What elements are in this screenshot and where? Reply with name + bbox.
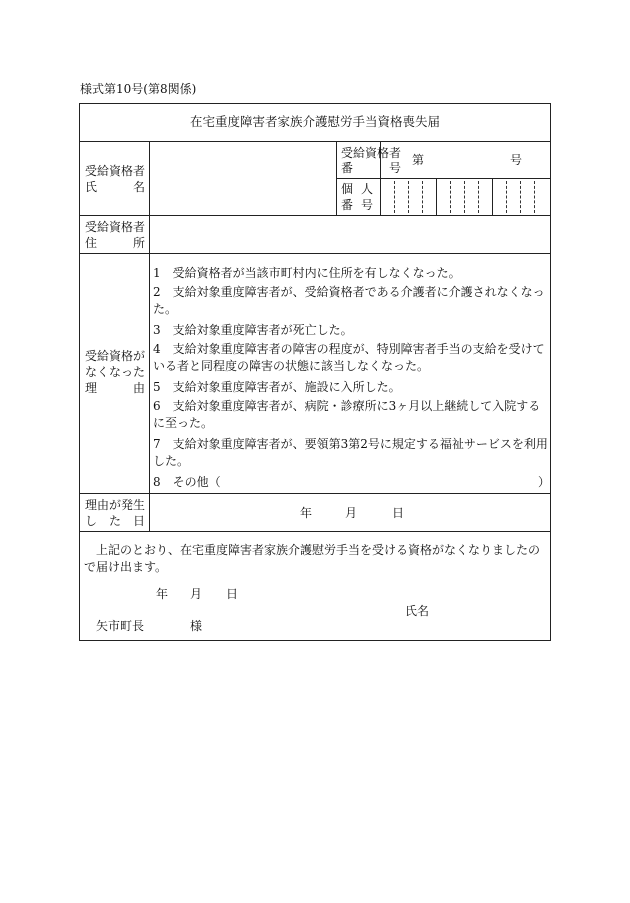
rule-number-split bbox=[336, 178, 551, 179]
label-recipient-address: 受給資格者 bbox=[85, 220, 146, 234]
label-char: 由 bbox=[132, 381, 145, 395]
reason-item-6: 6 支給対象重度障害者が、病院・診療所に3ヶ月以上継続して入院するに至った。 bbox=[153, 399, 541, 430]
digit-divider bbox=[506, 181, 507, 213]
number-go: 号 bbox=[510, 153, 523, 167]
label-date-occurred-2: し た 日 bbox=[85, 514, 146, 528]
label-personal-number-2 bbox=[341, 197, 373, 213]
label-char: 号 bbox=[360, 198, 373, 212]
digit-divider bbox=[450, 181, 451, 213]
reason-item-5: 5 支給対象重度障害者が、施設に入所した。 bbox=[153, 380, 401, 394]
label-char: 理 bbox=[85, 381, 98, 395]
digit-divider bbox=[478, 181, 479, 213]
label-char: 所 bbox=[132, 236, 145, 250]
rule-date-bottom bbox=[79, 531, 551, 532]
label-recipient-name: 受給資格者 bbox=[85, 164, 146, 178]
label-char: 個 bbox=[341, 182, 354, 196]
reason-item-7: 7 支給対象重度障害者が、要領第3第2号に規定する福祉サービスを利用した。 bbox=[153, 437, 548, 468]
label-recipient-name-2 bbox=[85, 179, 145, 195]
digit-divider bbox=[520, 181, 521, 213]
footer-sama: 様 bbox=[190, 619, 203, 633]
label-personal-number bbox=[341, 181, 373, 197]
reason-item-2: 2 支給対象重度障害者が、受給資格者である介護者に介護されなくなった。 bbox=[153, 285, 545, 316]
label-recipient-number: 受給資格者 bbox=[341, 146, 402, 160]
form-title: 在宅重度障害者家族介護慰労手当資格喪失届 bbox=[189, 114, 440, 129]
label-date-occurred: 理由が発生 bbox=[85, 498, 146, 512]
digit-divider bbox=[408, 181, 409, 213]
label-recipient-number-2 bbox=[341, 160, 401, 176]
label-char: 氏 bbox=[85, 180, 98, 194]
digit-divider bbox=[464, 181, 465, 213]
label-char: 人 bbox=[360, 182, 373, 196]
date-day: 日 bbox=[392, 506, 405, 520]
label-lost-reason-3 bbox=[85, 380, 145, 396]
reason-item-4: 4 支給対象重度障害者の障害の程度が、特別障害者手当の支給を受けている者と同程度の障害の状態に該当しなくなった。 bbox=[153, 342, 545, 373]
label-char: 住 bbox=[85, 236, 98, 250]
rule-label-column bbox=[149, 141, 150, 531]
rule-digit-group-2 bbox=[492, 178, 493, 215]
label-char: 号 bbox=[388, 161, 401, 175]
form-number: 様式第10号(第8関係) bbox=[80, 82, 197, 96]
date-year: 年 bbox=[300, 506, 313, 520]
label-char: 番 bbox=[341, 161, 354, 175]
reason-other-close: ） bbox=[538, 475, 551, 489]
label-char: 名 bbox=[132, 180, 145, 194]
digit-divider bbox=[534, 181, 535, 213]
number-dai: 第 bbox=[412, 153, 425, 167]
footer-year: 年 bbox=[156, 587, 169, 601]
label-lost-reason: 受給資格が bbox=[85, 349, 146, 363]
footer-name-label: 氏名 bbox=[405, 604, 430, 618]
digit-divider bbox=[394, 181, 395, 213]
reason-item-3: 3 支給対象重度障害者が死亡した。 bbox=[153, 323, 353, 337]
digit-divider bbox=[422, 181, 423, 213]
footer-statement: 上記のとおり、在宅重度障害者家族介護慰労手当を受ける資格がなくなりましたので届け出ます。 bbox=[84, 543, 541, 574]
label-char: 番 bbox=[341, 198, 354, 212]
rule-number-label-left bbox=[336, 141, 337, 215]
label-lost-reason-2: なくなった bbox=[85, 365, 146, 379]
footer-day: 日 bbox=[226, 587, 239, 601]
reason-item-8: 8 その他（ bbox=[153, 475, 221, 489]
date-month: 月 bbox=[345, 506, 358, 520]
rule-digit-group-1 bbox=[436, 178, 437, 215]
label-recipient-address-2 bbox=[85, 235, 145, 251]
footer-addressee: 矢市町長 bbox=[96, 619, 145, 633]
reason-item-1: 1 受給資格者が当該市町村内に住所を有しなくなった。 bbox=[153, 266, 461, 280]
footer-month: 月 bbox=[190, 587, 203, 601]
